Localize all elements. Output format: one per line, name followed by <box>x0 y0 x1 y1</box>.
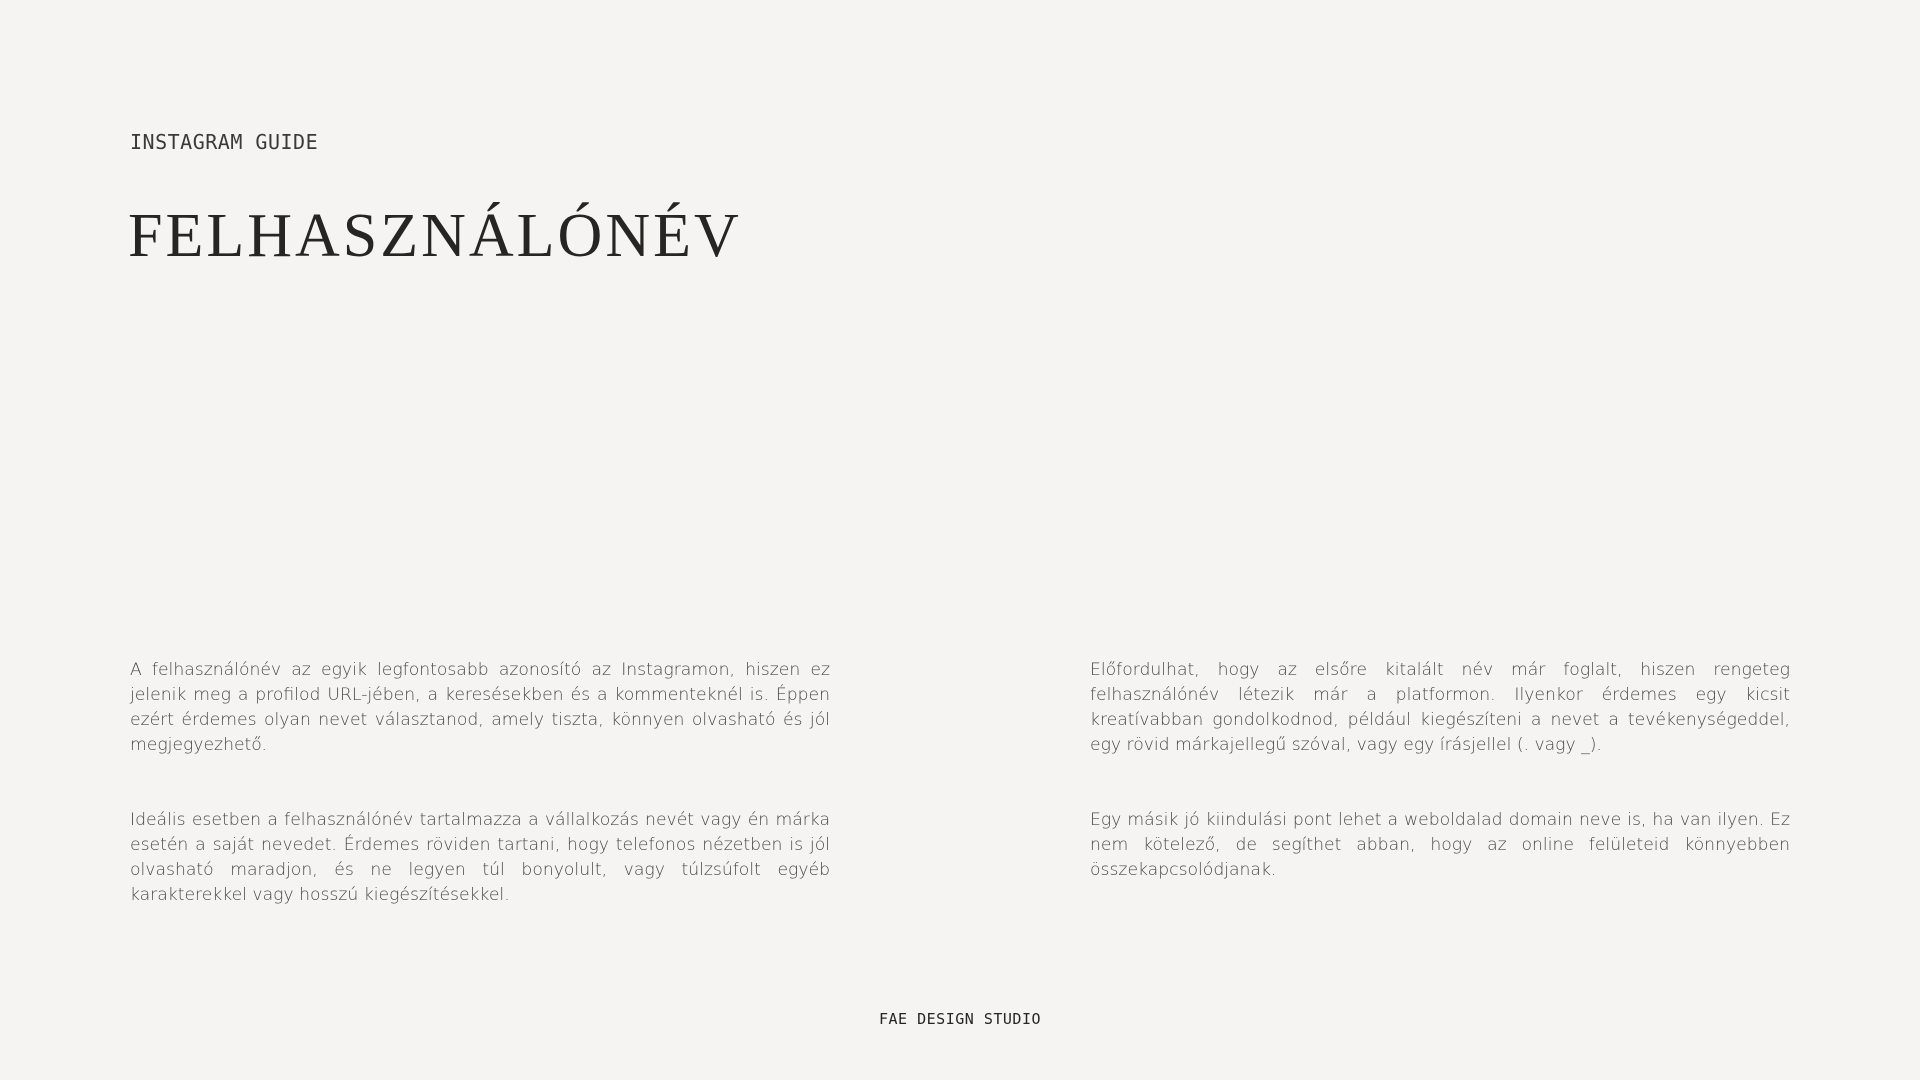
paragraph: Ideális esetben a felhasználónév tartalmazza a vállalkozás nevét vagy én márka esetén a saját nevedet. Érdemes röviden tartani, hogy telefonos nézetben is jól olvasható maradjon, és ne legyen túl bonyolult, vagy túlzsúfolt egyéb karakterekkel vagy hosszú kiegészítésekkel. <box>130 810 830 905</box>
right-column <box>1090 658 1790 883</box>
page-title: FELHASZNÁLÓNÉV <box>128 202 742 270</box>
paragraph: Egy másik jó kiindulási pont lehet a weboldalad domain neve is, ha van ilyen. Ez nem kötelező, de segíthet abban, hogy az online felületeid könnyebben összekapcsolódjanak. <box>1090 810 1790 880</box>
footer-brand: FAE DESIGN STUDIO <box>878 1010 1042 1028</box>
paragraph: Előfordulhat, hogy az elsőre kitalált név már foglalt, hiszen rengeteg felhasználónév létezik már a platformon. Ilyenkor érdemes egy kicsit kreatívabban gondolkodnod, például kiegészíteni a nevet a tevékenységeddel, egy rövid márkajellegű szóval, vagy egy írásjellel (. vagy _). <box>1090 660 1790 755</box>
paragraph: A felhasználónév az egyik legfontosabb azonosító az Instagramon, hiszen ez jelenik meg a profilod URL-jében, a keresésekben és a kommenteknél is. Éppen ezért érdemes olyan nevet választanod, amely tiszta, könnyen olvasható és jól megjegyezhető. <box>130 660 830 755</box>
left-column <box>130 658 830 908</box>
section-eyebrow: INSTAGRAM GUIDE <box>130 130 319 154</box>
